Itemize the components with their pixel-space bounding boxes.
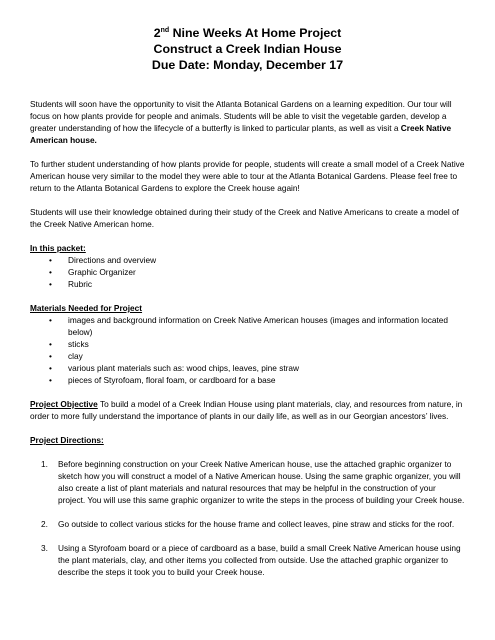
intro-paragraph-2: To further student understanding of how plants provide for people, students will create a small model of a Creek Native American house very similar to the model they were able to tour at the Atlanta Botanical Gardens. Please feel free to return to the Atlanta Botanical Gardens to explore the Creek house again!	[30, 159, 465, 193]
objective-paragraph	[30, 398, 465, 422]
list-item	[30, 314, 465, 338]
step-number: 2.	[41, 519, 48, 529]
list-item-text: various plant materials such as: wood chips, leaves, pine straw	[68, 363, 300, 373]
bullet-dot-icon: •	[49, 375, 52, 385]
direction-step	[30, 542, 465, 578]
step-text: Before beginning construction on your Creek Native American house, use the attached graphic organizer to sketch how you will construct a model of a Native American house. Using the same graphic organizer, you will also create a list of plant materials and natural resources that may be helpful in the construction of your project. You will use this same graphic organizer to write the steps in the process of building your Creek house.	[58, 459, 465, 505]
step-text: Using a Styrofoam board or a piece of cardboard as a base, build a small Creek Native American house using the plant materials, clay, and other items you collected from outside. Use the attached graphic organizer to describe the steps it took you to build your Creek house.	[58, 543, 461, 577]
step-number: 1.	[41, 459, 48, 469]
list-item	[30, 254, 465, 266]
bullet-dot-icon: •	[49, 351, 52, 361]
list-item-text: clay	[68, 351, 83, 361]
step-text: Go outside to collect various sticks for the house frame and collect leaves, pine straw and sticks for the roof.	[58, 519, 455, 529]
title-prefix: 2	[153, 26, 161, 40]
intro-p1-text: Students will soon have the opportunity to visit the Atlanta Botanical Gardens on a learning expedition. Our tour will focus on how plants provide for people and animals. Students will be able to visit the vegetable garden, develop a greater understanding of how the lifecycle of a butterfly is linked to particular plants, as well as visit a	[30, 99, 452, 133]
directions-list	[30, 458, 465, 578]
list-item	[30, 374, 465, 386]
bullet-dot-icon: •	[49, 315, 52, 325]
title-superscript: nd	[160, 27, 170, 34]
intro-paragraph-3: Students will use their knowledge obtained during their study of the Creek and Native Americans to create a model of the Creek Native American home.	[30, 207, 459, 229]
page-title	[30, 25, 465, 41]
title-block	[30, 25, 465, 73]
list-item-text: Rubric	[68, 279, 92, 289]
list-item-text: Graphic Organizer	[68, 267, 136, 277]
due-date: Due Date: Monday, December 17	[151, 58, 344, 72]
materials-list	[30, 314, 465, 386]
list-item-text: images and background information on Creek Native American houses (images and information located below)	[68, 315, 449, 337]
list-item	[30, 266, 465, 278]
list-item	[30, 338, 465, 350]
direction-step	[30, 458, 465, 506]
intro-p1-bold: Creek Native American house.	[30, 123, 452, 145]
intro-paragraph-1	[30, 98, 465, 146]
bullet-dot-icon: •	[49, 363, 52, 373]
step-number: 3.	[41, 543, 48, 553]
direction-step	[30, 518, 465, 530]
bullet-dot-icon: •	[49, 279, 52, 289]
bullet-dot-icon: •	[49, 339, 52, 349]
title-rest: Nine Weeks At Home Project	[169, 26, 342, 40]
list-item-text: pieces of Styrofoam, floral foam, or cardboard for a base	[68, 375, 276, 385]
bullet-dot-icon: •	[49, 267, 52, 277]
list-item-text: sticks	[68, 339, 89, 349]
list-item	[30, 278, 465, 290]
objective-label: Project Objective	[30, 399, 98, 409]
list-item	[30, 362, 465, 374]
list-item	[30, 350, 465, 362]
materials-heading: Materials Needed for Project	[30, 303, 143, 313]
packet-list	[30, 254, 465, 290]
objective-text: To build a model of a Creek Indian House using plant materials, clay, and resources from nature, in order to more fully understand the importance of plants in our daily life, as well as in our Georgian ancestors’ lives.	[30, 399, 463, 421]
page-subtitle: Construct a Creek Indian House	[153, 42, 342, 56]
directions-heading: Project Directions:	[30, 435, 104, 445]
bullet-dot-icon: •	[49, 255, 52, 265]
packet-heading: In this packet:	[30, 243, 86, 253]
list-item-text: Directions and overview	[68, 255, 157, 265]
